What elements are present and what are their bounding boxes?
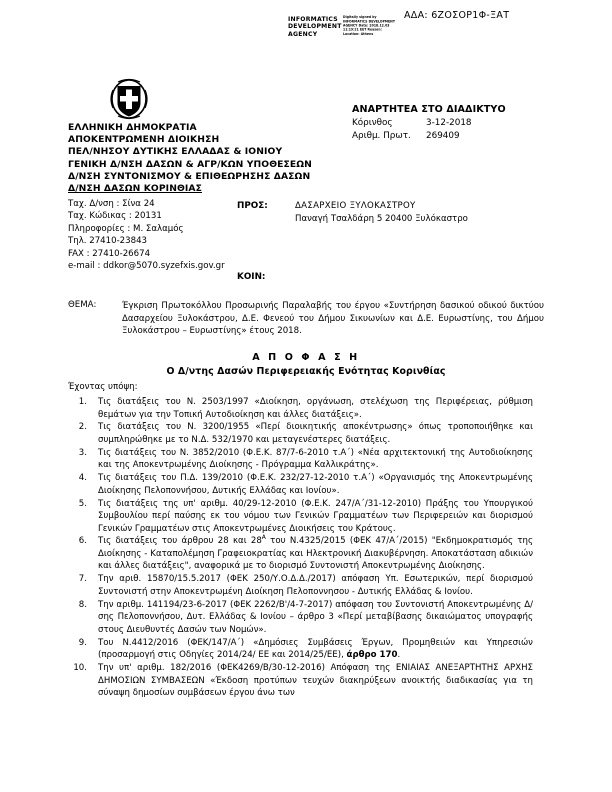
list-item-text: Τις διατάξεις της υπ' αριθμ. 40/29-12-2010 (Φ.Ε.Κ. 247/Α΄/31-12-2010) Πράξης του Υπουργικού Συμβουλίου περί παύσης εκ του νόμου των Γενικών Γραμματέων των Περιφερειών και διορισμού Γενικών Γραμματέων στις Αποκεντρωμένες Διοικήσεις του Κράτους.	[98, 498, 533, 534]
protocol-row	[352, 130, 602, 143]
list-item-number: 7.	[78, 574, 87, 585]
subject-label: ΘΕΜΑ:	[68, 300, 97, 310]
authority-line: ΑΠΟΚΕΝΤΡΩΜΕΝΗ ΔΙΟΙΚΗΣΗ	[68, 134, 220, 146]
list-item-text: Την υπ' αριθμ. 182/2016 (ΦΕΚ4269/Β/30-12-2016) Απόφαση της ΕΝΙΑΙΑΣ ΑΝΕΞΑΡΤΗΤΗΣ ΑΡΧΗΣ ΔΗΜΟΣΙΩΝ ΣΥΜΒΑΣΕΩΝ «Έκδοση προτύπων τευχών διακηρύξεων ανοικτής διαδικασίας για τη σύναψη δημοσίων συμβάσεων έργου άνω των	[98, 663, 533, 699]
authority-line: ΓΕΝΙΚΗ Δ/ΝΣΗ ΔΑΣΩΝ & ΑΓΡ/ΚΩΝ ΥΠΟΘΕΣΕΩΝ	[68, 158, 312, 170]
list-item	[68, 498, 544, 536]
cc-label: ΚΟΙΝ:	[237, 272, 266, 282]
list-item-text: Τις διατάξεις του Π.Δ. 139/2010 (Φ.Ε.Κ. 232/27-12-2010 τ.Α΄) «Οργανισμός της Αποκεντρωμένης Διοίκησης Πελοποννήσου, Δυτικής Ελλάδας και Ιονίου».	[98, 473, 533, 496]
list-item	[68, 599, 544, 637]
list-item-number: 4.	[78, 473, 87, 484]
subject-text: Έγκριση Πρωτοκόλλου Προσωρινής Παραλαβής του έργου «Συντήρηση δασικού οδικού δικτύου Δασαρχείου Ξυλοκάστρου, Δ.Ε. Φενεού του Δήμου Σικυωνίων και Δ.Ε. Ευρωστίνης, του Δήμου Ξυλοκάστρου – Ευρωστίνης» έτους 2018.	[122, 301, 544, 337]
list-item-number: 3.	[78, 447, 87, 458]
signature-details-text: Digitally signed by INFORMATICS DEVELOPMENT AGENCY Date: 2018.12.03 11:19:21 EET Reason: Location: Athens	[343, 14, 395, 36]
list-item-number: 5.	[78, 498, 87, 509]
list-item-number: 9.	[78, 637, 87, 648]
authority-line: Δ/ΝΣΗ ΣΥΝΤΟΝΙΣΜΟΥ & ΕΠΙΘΕΩΡΗΣΗΣ ΔΑΣΩΝ	[68, 170, 311, 182]
contact-postal-code: Ταχ. Κώδικας : 20131	[68, 211, 162, 222]
list-item	[68, 472, 544, 497]
contact-info-person: Πληροφορίες : Μ. Σαλαμός	[68, 223, 184, 234]
list-item-text: Την αριθ. 15870/15.5.2017 (ΦΕΚ 250/Υ.Ο.Δ.Δ./2017) απόφαση Υπ. Εσωτερικών, περί διορισμού Συντονιστή στην Αποκεντρωμένη Διοίκηση Πελοποννησου - Δυτικής Ελλάδας & Ιονίου.	[98, 574, 533, 597]
list-item-number: 8.	[78, 599, 87, 610]
list-item	[68, 421, 544, 446]
issue-place-label: Κόρινθος	[352, 118, 393, 128]
list-item-text: Τις διατάξεις του Ν. 3200/1955 «Περί διοικητικής αποκέντρωσης» όπως τροποποιήθηκε και συμπληρώθηκε με το Ν.Δ. 532/1970 και μεταγενέστερες διατάξεις.	[98, 422, 533, 445]
list-item	[68, 637, 544, 662]
subject-block	[68, 300, 544, 338]
issue-date-value: 3-12-2018	[426, 118, 472, 128]
list-item	[68, 447, 544, 472]
recipient-name: ΔΑΣΑΡΧΕΙΟ ΞΥΛΟΚΑΣΤΡΟΥ	[295, 201, 416, 211]
authority-line: ΕΛΛΗΝΙΚΗ ΔΗΜΟΚΡΑΤΙΑ	[68, 122, 197, 133]
document-top-zone	[0, 0, 612, 62]
contact-email: e-mail : ddkor@5070.syzefxis.gov.gr	[68, 261, 225, 272]
contact-phone: Τηλ. 27410-23843	[68, 236, 148, 247]
list-item-number: 2.	[78, 422, 87, 433]
authority-line-department: Δ/ΝΣΗ ΔΑΣΩΝ ΚΟΡΙΝΘΙΑΣ	[68, 183, 202, 195]
preamble-text: Έχοντας υπόψη:	[68, 382, 138, 392]
list-item	[68, 396, 544, 421]
list-item	[68, 535, 544, 573]
issue-place-row	[352, 117, 602, 130]
list-item-number: 1.	[78, 397, 87, 407]
list-item-text: Τις διατάξεις του άρθρου 28 και $28^A$ του Ν.4325/2015 (ΦΕΚ 47/Α΄/2015) "Εκδημοκρατισμός της Διοίκησης - Καταπολέμηση Γραφειοκρατίας και Ηλεκτρονική Διακυβέρνηση. Αποκατάσταση αδικιών και άλλες διατάξεις", αναφορικά με το διορισμό Συντονιστή Αποκεντρωμένης Διοίκησης.	[98, 534, 533, 572]
hellenic-republic-coat-of-arms-icon	[104, 76, 154, 122]
decision-signatory-title: Ο Δ/ντης Δασών Περιφερειακής Ενότητας Κορινθίας	[166, 366, 446, 377]
list-item-text: Του Ν.4412/2016 (ΦΕΚ/147/Α΄) «Δημόσιες Συμβάσεις Έργων, Προμηθειών και Υπηρεσιών (προσαρμογή στις Οδηγίες 2014/24/ ΕΕ και 2014/25/ΕΕ), άρθρο 170.	[98, 637, 533, 661]
legal-basis-list	[68, 396, 544, 700]
list-item-number: 6.	[78, 536, 87, 547]
recipient-block	[237, 200, 597, 226]
ada-number: ΑΔΑ: 6ΖΟΣΟΡ1Φ-ΞΑΤ	[404, 10, 510, 21]
publication-notice-title: ΑΝΑΡΤΗΤΕΑ ΣΤΟ ΔΙΑΔΙΚΤΥΟ	[352, 104, 506, 115]
contact-fax: FAX : 27410-26674	[68, 248, 151, 259]
list-item-text: Τις διατάξεις του Ν. 3852/2010 (Φ.Ε.Κ. 87/7-6-2010 τ.Α΄) «Νέα αρχιτεκτονική της Αυτοδιοίκησης και της Αποκεντρωμένης Διοίκησης - Πρόγραμμα Καλλικράτης».	[98, 447, 533, 471]
signature-authority-name: INFORMATICS DEVELOPMENT AGENCY	[288, 16, 342, 38]
authority-line: ΠΕΛ/ΝΗΣΟΥ ΔΥΤΙΚΗΣ ΕΛΛΑΔΑΣ & ΙΟΝΙΟΥ	[68, 146, 283, 158]
recipient-row	[237, 200, 597, 213]
recipient-label: ΠΡΟΣ:	[237, 201, 268, 211]
contact-address: Ταχ. Δ/νση : Σίνα 24	[68, 199, 155, 209]
list-item-text: Τις διατάξεις του Ν. 2503/1997 «Διοίκηση, οργάνωση, στελέχωση της Περιφέρειας, ρύθμιση θεμάτων για την Τοπική Αυτοδιοίκηση και άλλες διατάξεις».	[98, 397, 533, 420]
publication-notice-block	[352, 104, 602, 143]
list-item	[68, 573, 544, 598]
protocol-label: Αριθμ. Πρωτ.	[352, 131, 411, 141]
list-item	[68, 662, 544, 700]
list-item-text: Την αριθμ. 141194/23-6-2017 (ΦΕΚ 2262/Β'/4-7-2017) απόφαση του Συντονιστή Αποκεντρωμένης Δ/σης Πελοποννήσου, Δυτ. Ελλάδας & Ιονίου – άρθρο 3 «Περί μεταβίβασης δικαιώματος υπογραφής στους Διευθυντές Δασών των Νομών».	[98, 599, 533, 635]
list-item-number: 10.	[73, 663, 87, 674]
recipient-address: Παναγή Τσαλδάρη 5 20400 Ξυλόκαστρο	[295, 214, 468, 224]
decision-heading: Α Π Ο Φ Α Σ Η	[252, 352, 360, 363]
protocol-value: 269409	[426, 131, 460, 141]
digital-signature-stamp	[288, 16, 398, 38]
issuing-authority-block	[68, 122, 343, 195]
